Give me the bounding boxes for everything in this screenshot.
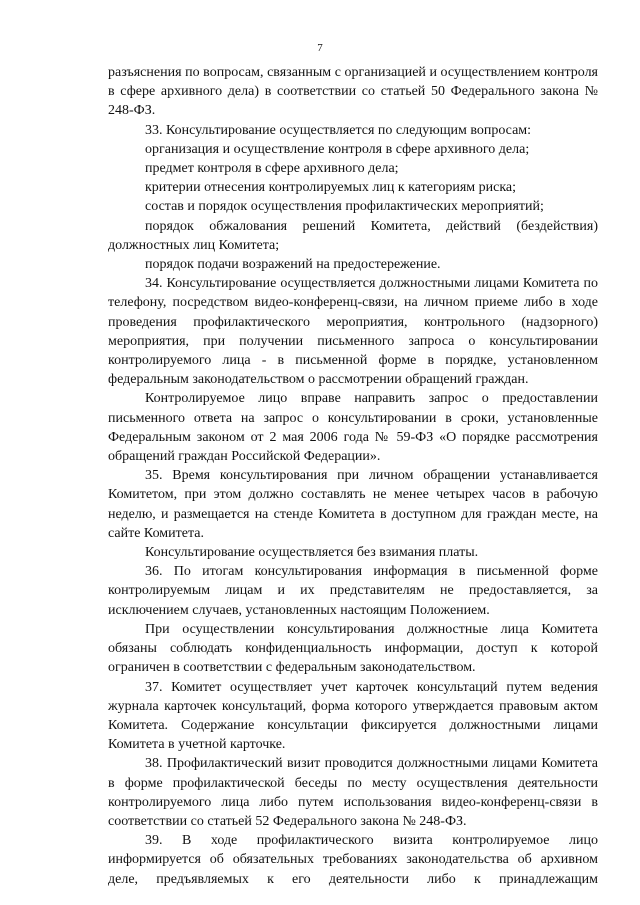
paragraph: 36. По итогам консультирования информация в письменной форме контролируемым лицам и их представителям не предоставляется, за исключением случаев, установленных настоящим Положением.: [108, 564, 598, 618]
paragraph: состав и порядок осуществления профилактических мероприятий;: [145, 199, 544, 215]
paragraph: 35. Время консультирования при личном обращении устанавливается Комитетом, при этом должно составлять не менее четырех часов в рабочую неделю, и размещается на стенде Комитета в доступном для граждан месте, на сайте Комитета.: [108, 468, 598, 541]
paragraph: 39. В ходе профилактического визита контролируемое лицо информируется об обязательных требованиях законодательства об архивном деле, предъявляемых к его деятельности либо к принадлежащим: [108, 833, 598, 887]
paragraph: 33. Консультирование осуществляется по следующим вопросам:: [145, 122, 532, 138]
paragraph: Контролируемое лицо вправе направить запрос о предоставлении письменного ответа на запрос о консультировании в сроки, установленные Федеральным законом от 2 мая 2006 года № 59-ФЗ «О порядке рассмотрения обращений граждан Российской Федерации».: [108, 391, 598, 465]
paragraph: порядок обжалования решений Комитета, действий (бездействия) должностных лиц Комитета;: [108, 218, 598, 253]
paragraph: предмет контроля в сфере архивного дела;: [145, 161, 399, 177]
document-body: [108, 63, 598, 889]
paragraph: критерии отнесения контролируемых лиц к категориям риска;: [145, 180, 517, 196]
paragraph: разъяснения по вопросам, связанным с организацией и осуществлением контроля в сфере архивного дела) в соответствии со статьей 50 Федерального закона № 248-ФЗ.: [108, 65, 598, 119]
paragraph: При осуществлении консультирования должностные лица Комитета обязаны соблюдать конфиденциальность информации, доступ к которой ограничен в соответствии с федеральным законодательством.: [108, 621, 598, 676]
paragraph: организация и осуществление контроля в сфере архивного дела;: [145, 141, 530, 157]
paragraph: 34. Консультирование осуществляется должностными лицами Комитета по телефону, посредством видео-конференц-связи, на личном приеме либо в ходе проведения профилактического мероприятия, контрольного (надзорного) мероприятия, при получении письменного запроса о консультировании контролируемого лица - в письменной форме в порядке, установленном федеральным законодательством о рассмотрении обращений граждан.: [108, 276, 598, 388]
paragraph: Консультирование осуществляется без взимания платы.: [145, 545, 479, 561]
paragraph: 38. Профилактический визит проводится должностными лицами Комитета в форме профилактической беседы по месту осуществления деятельности контролируемого лица либо путем использования видео-конференц-связи в соответствии со статьей 52 Федерального закона № 248-ФЗ.: [108, 756, 598, 829]
paragraph: 37. Комитет осуществляет учет карточек консультаций путем ведения журнала карточек консультаций, форма которого утверждается правовым актом Комитета. Содержание консультации фиксируется должностными лицами Комитета в учетной карточке.: [108, 679, 598, 753]
paragraph: порядок подачи возражений на предостережение.: [145, 257, 441, 273]
page-number: 7: [317, 42, 323, 54]
